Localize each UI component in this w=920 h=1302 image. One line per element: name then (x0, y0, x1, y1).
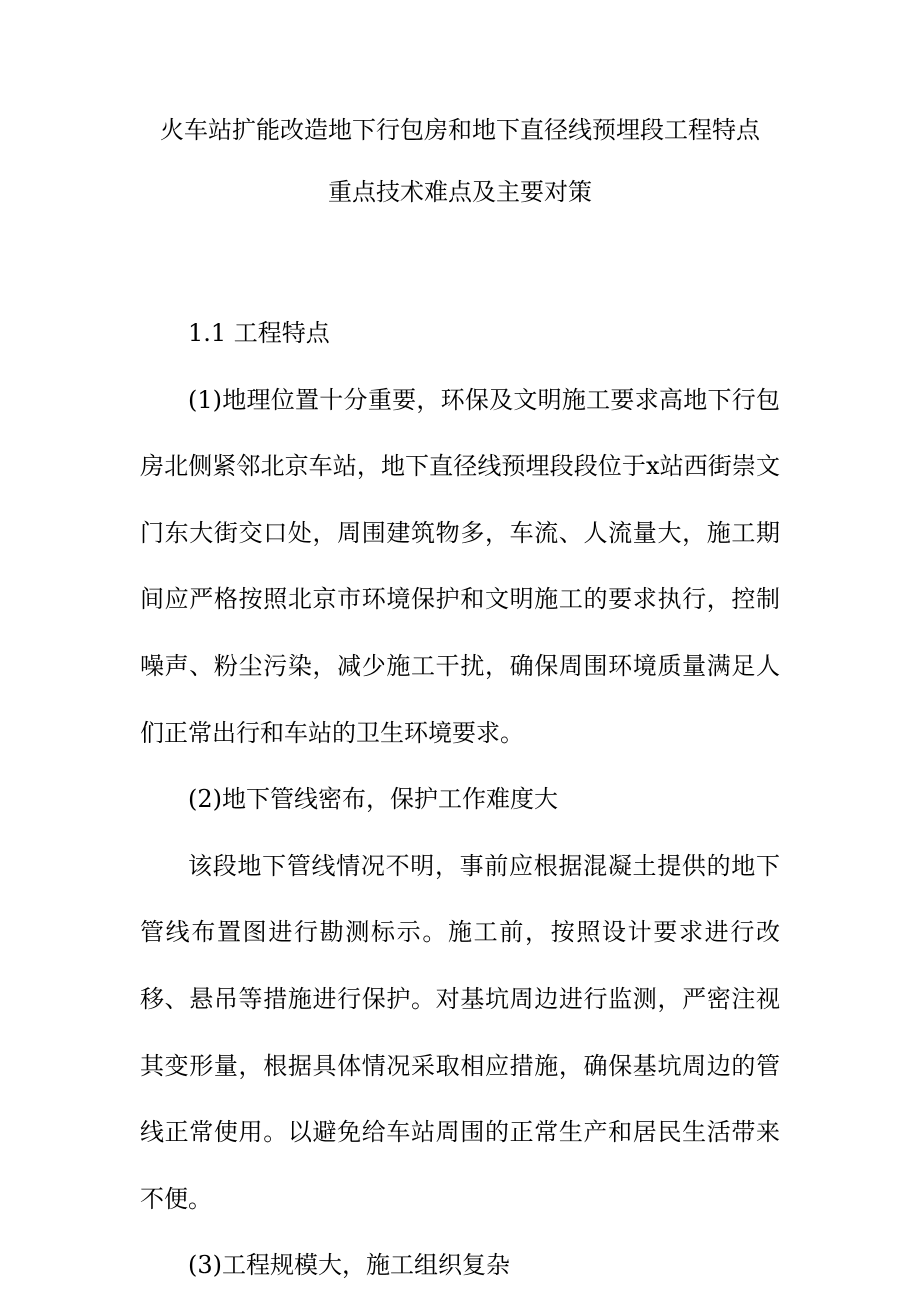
section-heading: 1.1 工程特点 (188, 319, 330, 347)
paragraph: 该段地下管线情况不明，事前应根据混凝土提供的地下管线布置图进行勘测标示。施工前，按照设计要求进行改移、悬吊等措施进行保护。对基坑周边进行监测，严密注视其变形量，根据具体情况采取相应措施，确保基坑周边的管线正常使用。以避免给车站周围的正常生产和居民生活带来不便。 (140, 851, 780, 1213)
document-body (140, 300, 780, 1299)
paragraph: (1)地理位置十分重要，环保及文明施工要求高地下行包房北侧紧邻北京车站，地下直径线预埋段段位于x站西街崇文门东大街交口处，周围建筑物多，车流、人流量大，施工期间应严格按照北京市环境保护和文明施工的要求执行，控制噪声、粉尘污染，减少施工干扰，确保周围环境质量满足人们正常出行和车站的卫生环境要求。 (140, 385, 780, 747)
paragraph-heading: (2)地下管线密布，保护工作难度大 (188, 785, 558, 814)
document-title-line-2: 重点技术难点及主要对策 (328, 178, 592, 206)
paragraph-heading: (3)工程规模大，施工组织复杂 (188, 1251, 510, 1280)
document-title-line-1: 火车站扩能改造地下行包房和地下直径线预埋段工程特点 (160, 116, 760, 144)
